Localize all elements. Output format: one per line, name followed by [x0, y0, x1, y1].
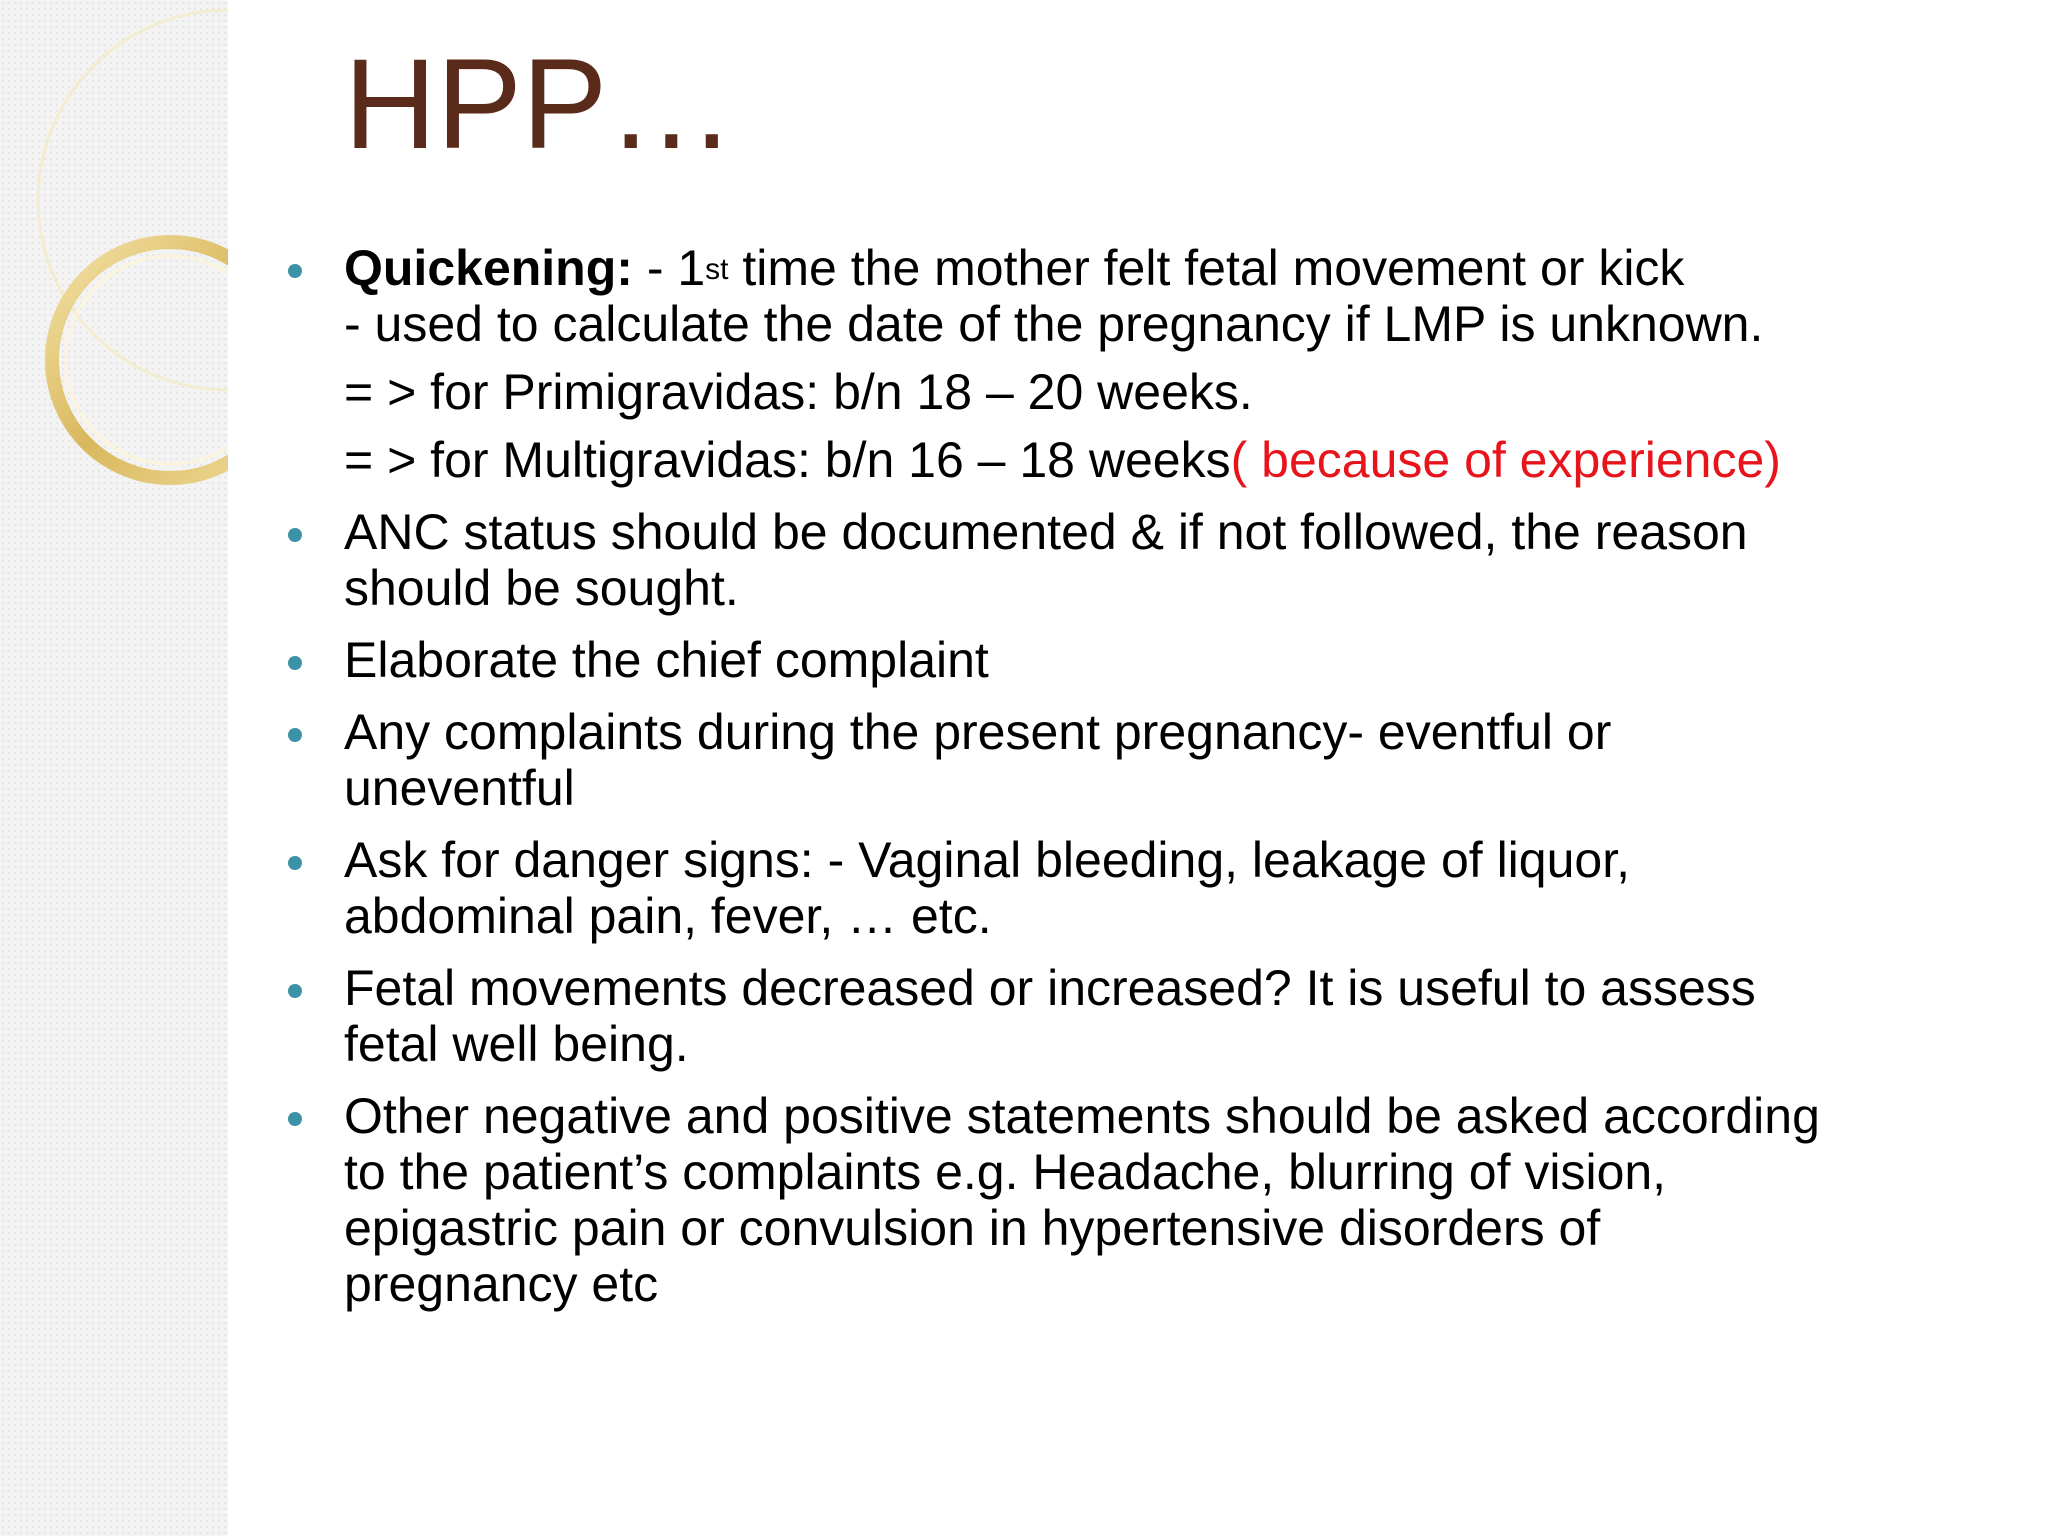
bullet-icon	[288, 264, 302, 278]
gold-ring-inner-shape	[66, 256, 228, 464]
list-item-danger-signs	[282, 832, 2048, 944]
bullet-icon	[288, 528, 302, 542]
quickening-line-1	[344, 240, 2048, 296]
quickening-line-2: - used to calculate the date of the pregnancy if LMP is unknown.	[344, 296, 1764, 352]
list-item-anc-status	[282, 504, 2048, 616]
bullet-icon	[288, 728, 302, 742]
multigravidas-note: ( because of experience)	[1230, 432, 1781, 488]
danger-line-2: abdominal pain, fever, … etc.	[344, 888, 992, 944]
bullet-icon	[288, 1112, 302, 1126]
decorative-rings-icon	[0, 0, 228, 520]
other-line-4: pregnancy etc	[344, 1256, 659, 1312]
quickening-multigravidas	[344, 432, 2048, 488]
list-item-chief-complaint	[282, 632, 2048, 688]
bullet-icon	[288, 856, 302, 870]
fetal-line-1: Fetal movements decreased or increased? It is useful to assess	[344, 960, 1756, 1016]
quickening-primigravidas: = > for Primigravidas: b/n 18 – 20 weeks.	[344, 364, 1253, 420]
quickening-dash: - 1	[632, 240, 706, 296]
bullet-icon	[288, 656, 302, 670]
chief-complaint-text: Elaborate the chief complaint	[344, 632, 989, 688]
list-item-quickening	[282, 240, 2048, 488]
complaints-line-1: Any complaints during the present pregnancy- eventful or	[344, 704, 1612, 760]
anc-line-1: ANC status should be documented & if not followed, the reason	[344, 504, 1748, 560]
gold-ring-shape	[52, 242, 228, 478]
complaints-line-2: uneventful	[344, 760, 575, 816]
other-line-3: epigastric pain or convulsion in hypertensive disorders of	[344, 1200, 1601, 1256]
other-line-2: to the patient’s complaints e.g. Headache, blurring of vision,	[344, 1144, 1667, 1200]
anc-line-2: should be sought.	[344, 560, 739, 616]
list-item-fetal-movements	[282, 960, 2048, 1072]
danger-line-1: Ask for danger signs: - Vaginal bleeding, leakage of liquor,	[344, 832, 1630, 888]
bullet-icon	[288, 984, 302, 998]
multigravidas-text: = > for Multigravidas: b/n 16 – 18 weeks	[344, 432, 1231, 488]
other-line-1: Other negative and positive statements should be asked according	[344, 1088, 1820, 1144]
quickening-label: Quickening:	[344, 240, 633, 296]
bullet-list	[282, 240, 2048, 1328]
faint-ring-shape	[38, 10, 228, 390]
quickening-superscript: st	[705, 253, 729, 286]
list-item-complaints	[282, 704, 2048, 816]
fetal-line-2: fetal well being.	[344, 1016, 689, 1072]
quickening-definition: time the mother felt fetal movement or kick	[728, 240, 1685, 296]
list-item-other-statements	[282, 1088, 2048, 1312]
page-title: HPP…	[344, 33, 736, 176]
